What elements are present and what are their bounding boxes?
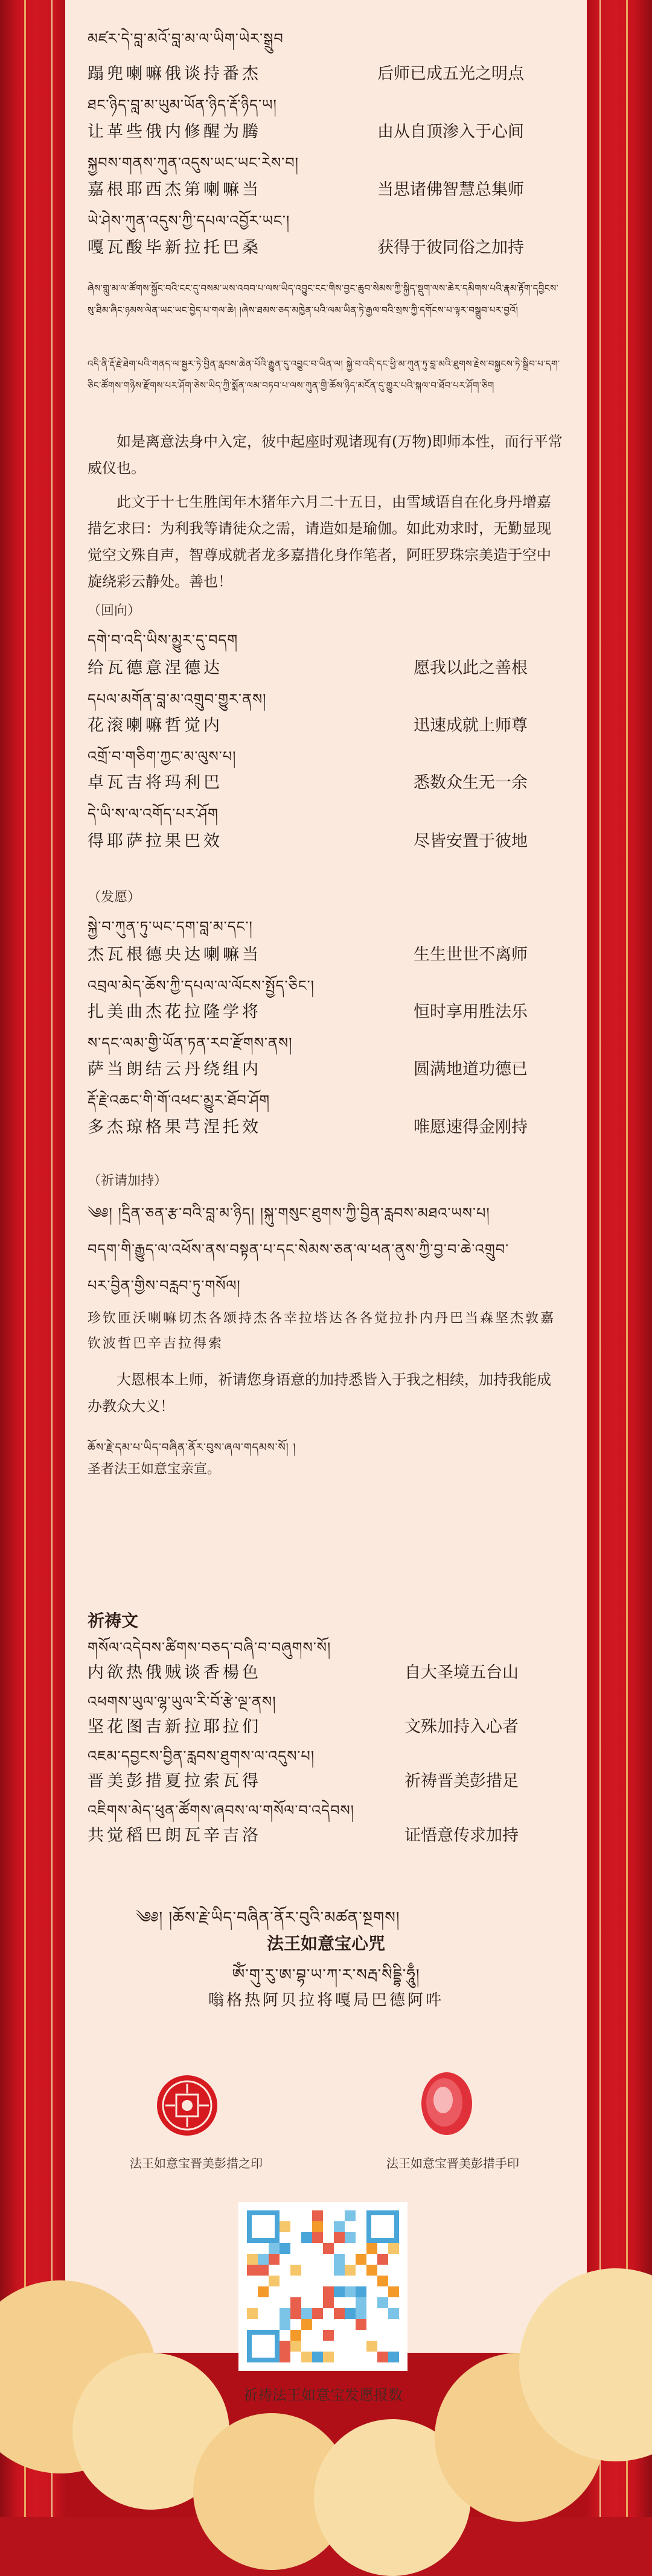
qr-module [312,2210,323,2221]
qr-module [301,2352,312,2362]
qr-module [312,2308,323,2319]
verse-1-pair [88,176,564,208]
chinese-paragraph-2: 此文于十七生胜闰年木猪年六月二十五日，由雪域语自在化身丹增嘉措乞求曰：为利我等请徒众之需，请造如是瑜伽。如此劝求时，无勤显现觉空文殊自声，智尊成就者龙多嘉措化身作笔者，阿旺罗珠宗美造于空中旋绕彩云静处。善也！ [88,493,551,590]
translit-line: 共觉稻巴朗瓦辛吉洛 [88,1826,261,1845]
qr-module [356,2286,366,2297]
qr-module [280,2352,290,2362]
prayer-tib-line: འཇིགས་མེད་ཕུན་ཚོགས་ཞབས་ལ་གསོལ་བ་འདེབས། [88,1802,355,1819]
qr-module [312,2232,323,2243]
chinese-line: 由从自顶渗入于心间 [377,122,524,141]
seal-stamp-round [157,2075,217,2136]
qr-module [334,2308,345,2319]
chinese-line: 生生世世不离师 [414,945,528,964]
chinese-line: 证悟意传求加持 [404,1826,519,1845]
qr-module [247,2254,258,2265]
chinese-line: 后师已成五光之明点 [377,65,524,83]
aspiration-tib-head: སྐྱེ་བ་ཀུན་ཏུ་ཡང་དག་བླ་མ་དང་། [88,918,253,935]
invocation-translit: 珍钦匝沃喇嘛切杰各颂持杰各幸拉塔达各各觉拉扑内丹巴当森坚杰敦嘉钦波哲巴辛吉拉得索 [88,1311,556,1351]
prayer-tib-line: འཇམ་དབྱངས་བྱིན་རླབས་ཐུགས་ལ་འདུས་པ། [88,1748,315,1765]
chinese-line: 文殊加持入心者 [404,1718,519,1736]
qr-module [323,2243,334,2254]
aspiration-tib-line: རྡོ་རྗེ་འཆང་གི་གོ་འཕང་མྱུར་ཐོབ་ཤོག [88,1092,270,1109]
qr-module [312,2221,323,2232]
qr-module [323,2286,334,2297]
prayer-tib-head: གསོལ་འདེབས་ཚིགས་བཅད་བཞི་བ་བཞུགས་སོ། [88,1639,331,1656]
qr-module [366,2243,377,2254]
chinese-line: 悉数众生无一余 [414,773,528,792]
dedication-tib-line: འགྲོ་བ་གཅིག་ཀྱང་མ་ལུས་པ། [88,748,237,765]
qr-module [290,2308,301,2319]
qr-module [345,2265,356,2276]
mantra-tib-line: ཨོཾ་གུ་རུ་ཨ་བྷ་ཡ་ཀ་ར་སརྦ་སིདྡྷི་ཧཱུྃ། [232,1966,420,1984]
qr-module [377,2297,388,2308]
verse-1 [88,23,284,63]
chinese-line: 当思诸佛智慧总集师 [377,180,524,199]
chinese-line: 迅速成就上师尊 [414,716,528,735]
chinese-paragraph-1: 如是离意法身中入定，彼中起座时观诸现有(万物)即师本性，而行平常威仪也。 [88,433,563,477]
qr-module [301,2308,312,2319]
qr-caption: 祈祷法王如意宝发愿报数 [243,2387,403,2403]
invocation-tib-line: བདག་གི་རྒྱུད་ལ་འཕོས་ནས་བསྟན་པ་དང་སེམས་ཅན་ལ་ཕན་ནུས་ཀྱི་བྱ་བ་ཆེ་འགྲུབ་ [88,1241,510,1258]
verse-1-pair [88,60,564,92]
qr-module [280,2243,290,2254]
qr-module [280,2319,290,2330]
aspiration-pair [88,1056,564,1087]
tibetan-paragraph-1: ཞེས་གླུ་མ་ལ་ཚོགས་སྐྱོང་བའི་ངང་དུ་བསམ་ཡས་འབབ་པ་ལས་ཡིད་འབྱུང་ངང་གིས་བྱང་ཆུབ་སེམས་ཀྱི་སྐྱིད་སྡུག་ལས་ཆེར་དམིགས་པའི་རྣམ་རྟོག་དབྱིངས་སུ་ཐིམ་ཞིང་ཉམས་ལེན་ཡང་ཡང་བྱེད་པ་གལ་ཆེ། །ཞེས་ཐམས་ཅད་མཁྱེན་པའི་ལམ་ཡིན་ཏེ་རྒྱལ་བའི་སྲས་ཀྱི་དགོངས་པ་ལྟར་བསྒྲུབ་པར་བྱའོ། [88,283,559,316]
translit-line: 给瓦德意涅德达 [88,659,223,677]
qr-module [356,2319,366,2330]
qr-module [280,2221,290,2232]
dedication-label: （回向） [88,603,141,618]
qr-module [377,2276,388,2286]
verse-1-pair [88,234,564,265]
invocation-label: （祈请加持） [88,1173,168,1188]
colophon-tib: ཆོས་རྗེ་དམ་པ་ཡིད་བཞིན་ནོར་བུས་ཞལ་གདམས་སོ། ། [88,1441,296,1454]
translit-line: 花滚喇嘛哲觉内 [88,716,223,735]
qr-module [345,2286,356,2297]
qr-module [258,2254,269,2265]
qr-module [280,2308,290,2319]
dedication-pair [88,828,564,859]
dedication-pair [88,712,564,743]
verse-1-tib-line: མཛར་དེ་བླ་མའོ་བླ་མ་ལ་ཡིག་ཡེར་སྒྲུབ [88,30,284,47]
qr-code[interactable] [238,2202,408,2371]
qr-module [356,2254,366,2265]
verse-1-tib-line: ཐང་ཉིད་བླ་མ་ཡུམ་ཡོན་ཉིད་རྡོ་ཉིད་ཡ། [88,97,277,113]
qr-module [312,2352,323,2362]
aspiration-tib-line: འབྲལ་མེད་ཆོས་ཀྱི་དཔལ་ལ་ལོངས་སྤྱོད་ཅིང་། [88,977,315,994]
translit-line: 晋美彭措夏拉索瓦得 [88,1772,261,1791]
translit-line: 坚花图吉新拉耶拉们 [88,1718,261,1736]
chinese-line: 圆满地道功德已 [414,1060,528,1079]
invocation-tib-line: པར་བྱིན་གྱིས་བརླབ་ཏུ་གསོལ། [88,1277,241,1294]
prayer-title: 祈祷文 [88,1611,139,1631]
translit-line: 嘉根耶西杰第喇嘛当 [88,180,261,199]
qr-module [345,2210,356,2221]
chinese-line: 祈祷晋美彭措足 [404,1772,519,1791]
chinese-line: 恒时享用胜法乐 [414,1003,528,1021]
translit-line: 蹋兜喇嘛俄谈持番杰 [88,65,261,83]
qr-module [301,2232,312,2243]
translit-line: 杰瓦根德央达喇嘛当 [88,945,261,964]
qr-module [290,2265,301,2276]
qr-module [366,2341,377,2352]
qr-finder [247,2210,280,2243]
seal-emblem-icon [157,2075,217,2136]
qr-module [334,2232,345,2243]
dedication-tib-line: དེ་ཡི་ས་ལ་འགོད་པར་ཤོག [88,805,219,822]
right-seal-caption: 法王如意宝晋美彭措手印 [386,2156,519,2171]
qr-finder [366,2210,399,2243]
translit-line: 让革些俄内修醒为腾 [88,122,261,141]
prayer-tib-line: འཕགས་ཡུལ་ལྷ་ཡུལ་རི་བོ་རྩེ་ལྔ་ནས། [88,1693,276,1710]
qr-module [323,2352,334,2362]
aspiration-pair [88,998,564,1030]
qr-module [323,2330,334,2341]
translit-line: 卓瓦吉将玛利巴 [88,773,223,792]
verse-1-pair [88,118,564,150]
qr-module [247,2308,258,2319]
chinese-line: 愿我以此之善根 [414,659,528,677]
qr-module [334,2265,345,2276]
qr-module [356,2297,366,2308]
dedication-tib-line: དཔལ་མགོན་བླ་མ་འགྲུབ་གྱུར་ནས། [88,691,267,708]
dedication-pair [88,769,564,801]
qr-module [290,2341,301,2352]
qr-finder [247,2330,280,2362]
dedication-tib-head: དགེ་བ་འདི་ཡིས་མྱུར་དུ་བདག [88,632,238,649]
qr-module [388,2286,399,2297]
qr-module [290,2330,301,2341]
chinese-line: 自大圣境五台山 [404,1663,519,1682]
tibetan-paragraph-2: འདི་ནི་རྡོ་རྗེ་ཐེག་པའི་གནད་ལ་སྦྱར་ཏེ་བྱིན་རླབས་ཆེན་པོའི་རྒྱུན་དུ་འབྱུང་བ་ཡིན་ལ། སྐྱེ་བ་འདི་དང་ཕྱི་མ་ཀུན་ཏུ་བླ་མའི་ཐུགས་རྗེས་བསྐྱངས་ཏེ་སྒྲིབ་པ་དག་ཅིང་ཚོགས་གཉིས་རྫོགས་པར་ཤོག་ཅེས་ཡིད་ཀྱི་སྨོན་ལམ་བཏབ་པ་ལས་ཀུན་གྱི་ཆོས་ཉིད་མངོན་དུ་གྱུར་པའི་སྐལ་བ་ཐོབ་པར་ཤོག་ཅིག [88,358,560,391]
qr-module [388,2308,399,2319]
qr-module [269,2276,280,2286]
chinese-line: 唯愿速得金刚持 [414,1118,528,1137]
translit-line: 萨当朗结云丹绕组内 [88,1060,261,1079]
frame-gold-lines-right [599,0,628,2517]
aspiration-label: （发愿） [88,890,141,905]
qr-module [334,2286,345,2297]
qr-module [345,2232,356,2243]
mantra-tib-title: ༄༅། །ཆོས་རྗེ་ཡིད་བཞིན་ནོར་བུའི་མཚན་སྔགས། [136,1909,400,1927]
chinese-line: 获得于彼同俗之加持 [377,238,524,257]
qr-module [247,2265,258,2276]
handprint-seal [417,2066,477,2139]
qr-module [269,2254,280,2265]
verse-1-tib-line: སྐྱབས་གནས་ཀུན་འདུས་ཡང་ཡང་རེས་བ། [88,154,299,171]
aspiration-pair [88,1114,564,1145]
qr-module [258,2265,269,2276]
qr-module [301,2319,312,2330]
chinese-line: 尽皆安置于彼地 [414,832,528,851]
invocation-tib-line: ༄༅། །དྲིན་ཅན་རྩ་བའི་བླ་མ་ཉིད། །སྐུ་གསུང་ཐུགས་ཀྱི་བྱིན་རླབས་མཐའ་ཡས་པ། [88,1205,490,1222]
left-seal-caption: 法王如意宝晋美彭措之印 [130,2156,263,2171]
aspiration-tib-line: ས་དང་ལམ་གྱི་ཡོན་ཏན་རབ་རྫོགས་ནས། [88,1035,293,1052]
qr-module [323,2297,334,2308]
qr-module [334,2254,345,2265]
invocation-chinese: 大恩根本上师，祈请您身语意的加持悉皆入于我之相续，加持我能成办教众大义！ [88,1371,551,1415]
handprint-icon [417,2066,477,2139]
translit-line: 嘎瓦酸毕新拉托巴桑 [88,238,261,257]
translit-line: 得耶萨拉果巴效 [88,832,223,851]
frame-gold-lines-left [24,0,53,2517]
qr-module [334,2221,345,2232]
mantra-title: 法王如意宝心咒 [266,1934,385,1953]
qr-module [258,2286,269,2297]
colophon-chinese: 圣者法王如意宝亲宣。 [88,1462,221,1477]
qr-module [290,2297,301,2308]
translit-line: 扎美曲杰花拉隆学将 [88,1003,261,1021]
qr-module [388,2243,399,2254]
qr-module [377,2352,388,2362]
verse-1-tib-line: ཡེ་ཤེས་ཀུན་འདུས་ཀྱི་དཔལ་འབྱོར་ཡང་། [88,212,290,229]
qr-module [269,2243,280,2254]
qr-module [280,2341,290,2352]
qr-module [377,2254,388,2265]
mantra-translit: 嗡格热阿贝拉将嘎局巴德阿吽 [208,1991,444,2010]
aspiration-pair [88,941,564,972]
qr-module [388,2352,399,2362]
qr-module [345,2308,356,2319]
translit-line: 多杰琼格果芎涅托效 [88,1118,261,1137]
translit-line: 内欲热俄贼谈香楊色 [88,1663,261,1682]
qr-module [366,2265,377,2276]
prayer-pair [88,1822,564,1853]
dedication-pair [88,655,564,686]
qr-module [356,2308,366,2319]
